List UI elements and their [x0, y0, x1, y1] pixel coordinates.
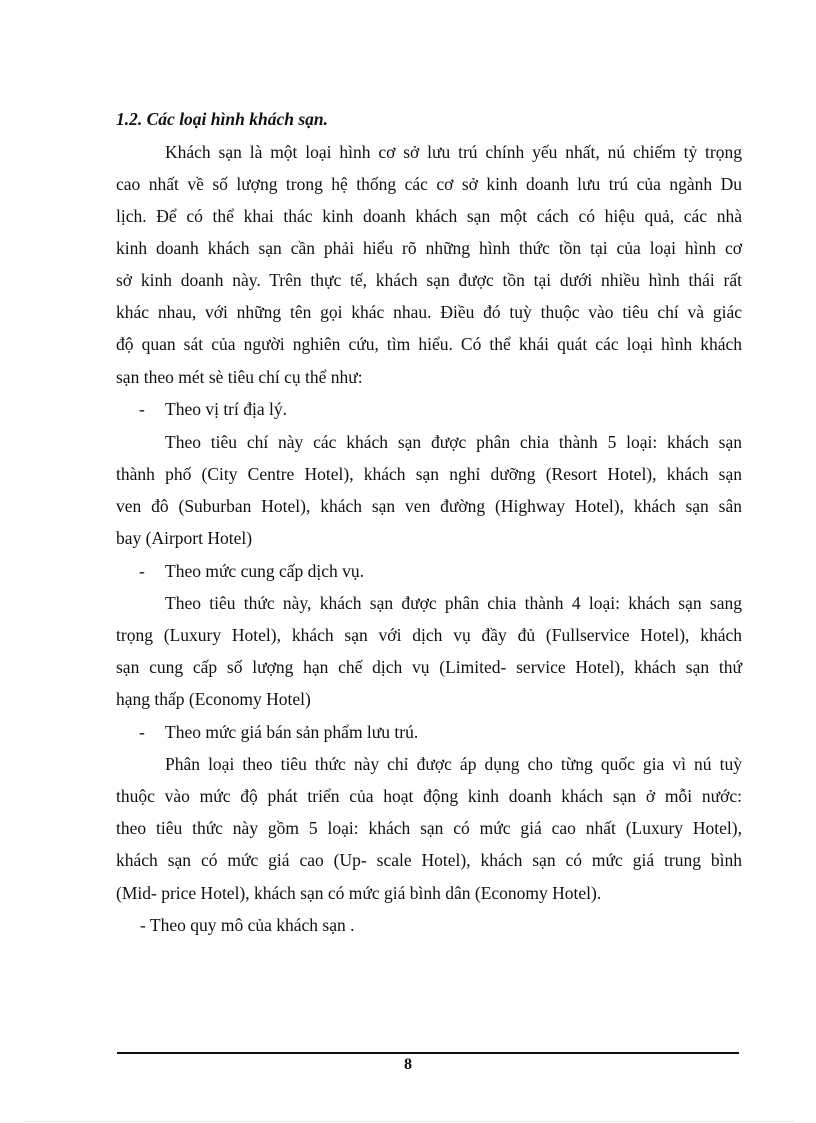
bullet-2-text: Theo mức cung cấp dịch vụ.: [165, 561, 365, 581]
paragraph-1-line-4: kinh doanh khách sạn cần phải hiểu rõ những hình thức tồn tại của loại hình cơ: [116, 238, 742, 258]
bullet-2-dash: -: [139, 561, 145, 581]
bullet-4-text: - Theo quy mô của khách sạn .: [140, 915, 355, 935]
paragraph-2-line-1: Theo tiêu chí này các khách sạn được phân chia thành 5 loại: khách sạn: [165, 432, 742, 452]
paragraph-4-line-3: theo tiêu thức này gồm 5 loại: khách sạn có mức giá cao nhất (Luxury Hotel),: [116, 818, 742, 838]
paragraph-4-line-5: (Mid- price Hotel), khách sạn có mức giá bình dân (Economy Hotel).: [116, 883, 602, 903]
paragraph-1-line-5: sở kinh doanh này. Trên thực tế, khách sạn được tồn tại dưới nhiều hình thái rất: [116, 270, 742, 290]
bullet-1-dash: -: [139, 399, 145, 419]
paragraph-4-line-1: Phân loại theo tiêu thức này chỉ được áp dụng cho từng quốc gia vì nú tuỳ: [165, 754, 742, 774]
paragraph-1-line-3: lịch. Để có thể khai thác kinh doanh khách sạn một cách có hiệu quả, các nhà: [116, 206, 742, 226]
bullet-3-dash: -: [139, 722, 145, 742]
footer-rule: [117, 1052, 739, 1054]
paragraph-1-line-2: cao nhất về số lượng trong hệ thống các cơ sở kinh doanh lưu trú của ngành Du: [116, 174, 742, 194]
paragraph-1-line-6: khác nhau, với những tên gọi khác nhau. Điều đó tuỳ thuộc vào tiêu chí và giác: [116, 302, 742, 322]
paragraph-2-line-3: ven đô (Suburban Hotel), khách sạn ven đường (Highway Hotel), khách sạn sân: [116, 496, 742, 516]
bullet-1-text: Theo vị trí địa lý.: [165, 399, 287, 419]
paragraph-3-line-3: sạn cung cấp số lượng hạn chế dịch vụ (Limited- service Hotel), khách sạn thứ: [116, 657, 742, 677]
page-bottom-dotted-border: [25, 1121, 793, 1122]
paragraph-1-line-7: độ quan sát của người nghiên cứu, tìm hiểu. Có thể khái quát các loại hình khách: [116, 334, 742, 354]
paragraph-4-line-4: khách sạn có mức giá cao (Up- scale Hotel), khách sạn có mức giá trung bình: [116, 850, 742, 870]
paragraph-1-line-8: sạn theo mét sè tiêu chí cụ thể như:: [116, 367, 363, 387]
paragraph-2-line-2: thành phố (City Centre Hotel), khách sạn nghỉ dưỡng (Resort Hotel), khách sạn: [116, 464, 742, 484]
section-heading: 1.2. Các loại hình khách sạn.: [116, 109, 328, 129]
bullet-3-text: Theo mức giá bán sản phẩm lưu trú.: [165, 722, 419, 742]
page-number: 8: [404, 1056, 412, 1073]
paragraph-3-line-1: Theo tiêu thức này, khách sạn được phân chia thành 4 loại: khách sạn sang: [165, 593, 742, 613]
paragraph-4-line-2: thuộc vào mức độ phát triển của hoạt động kinh doanh khách sạn ở mỗi nước:: [116, 786, 742, 806]
paragraph-1-line-1: Khách sạn là một loại hình cơ sở lưu trú chính yếu nhất, nú chiếm tỷ trọng: [165, 142, 742, 162]
paragraph-3-line-4: hạng thấp (Economy Hotel): [116, 689, 311, 709]
paragraph-3-line-2: trọng (Luxury Hotel), khách sạn với dịch vụ đầy đủ (Fullservice Hotel), khách: [116, 625, 742, 645]
paragraph-2-line-4: bay (Airport Hotel): [116, 528, 253, 548]
